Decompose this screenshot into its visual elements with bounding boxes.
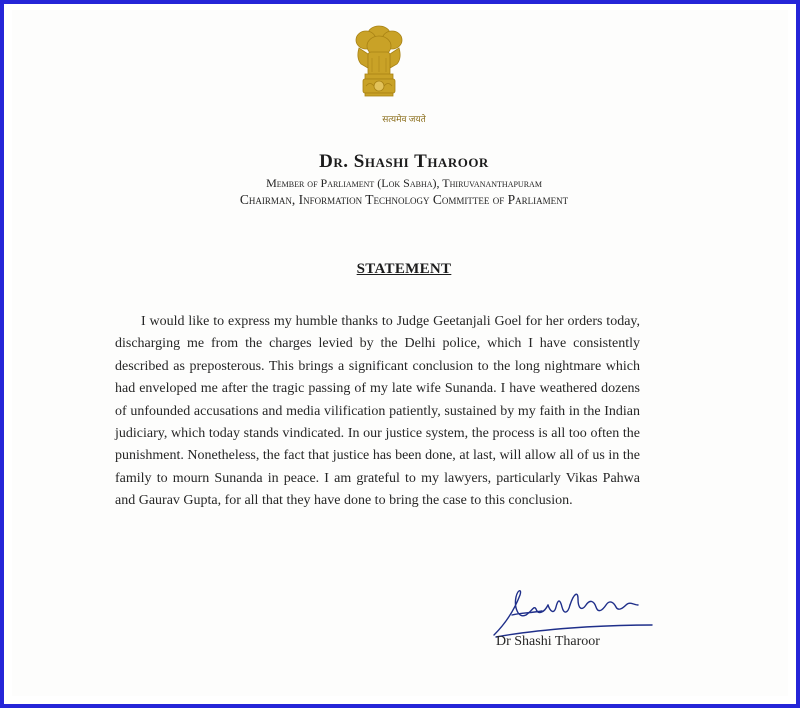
national-emblem-icon bbox=[344, 24, 414, 120]
signer-name: Dr Shashi Tharoor bbox=[496, 634, 600, 649]
statement-body: I would like to express my humble thanks to Judge Geetanjali Goel for her orders today, discharging me from the charges levied by the Delhi police, which I have consistently described as preposterous. This brings a significant conclusion to the long nightmare which had enveloped me after the tragic passing of my late wife Sunanda. I have weathered dozens of unfounded accusations and media vilification patiently, sustained by my faith in the Indian judiciary, which today stands vindicated. In our justice system, the process is all too often the punishment. Nonetheless, the fact that justice has been done, at last, will allow all of us in the family to mourn Sunanda in peace. I am grateful to my lawyers, particularly Vikas Pahwa and Gaurav Gupta, for all that they have done to bring the case to this conclusion. bbox=[115, 314, 640, 509]
handwritten-signature bbox=[490, 585, 658, 641]
letterhead-name: Dr. Shashi Tharoor bbox=[319, 151, 489, 172]
document-title: STATEMENT bbox=[356, 261, 452, 277]
letter-page bbox=[12, 10, 788, 696]
emblem-motto: सत्यमेव जयते bbox=[382, 114, 426, 124]
letterhead-role-mp: Member of Parliament (Lok Sabha), Thiruvananthapuram bbox=[266, 176, 542, 190]
letterhead-role-chairman: Chairman, Information Technology Committee of Parliament bbox=[239, 192, 569, 207]
